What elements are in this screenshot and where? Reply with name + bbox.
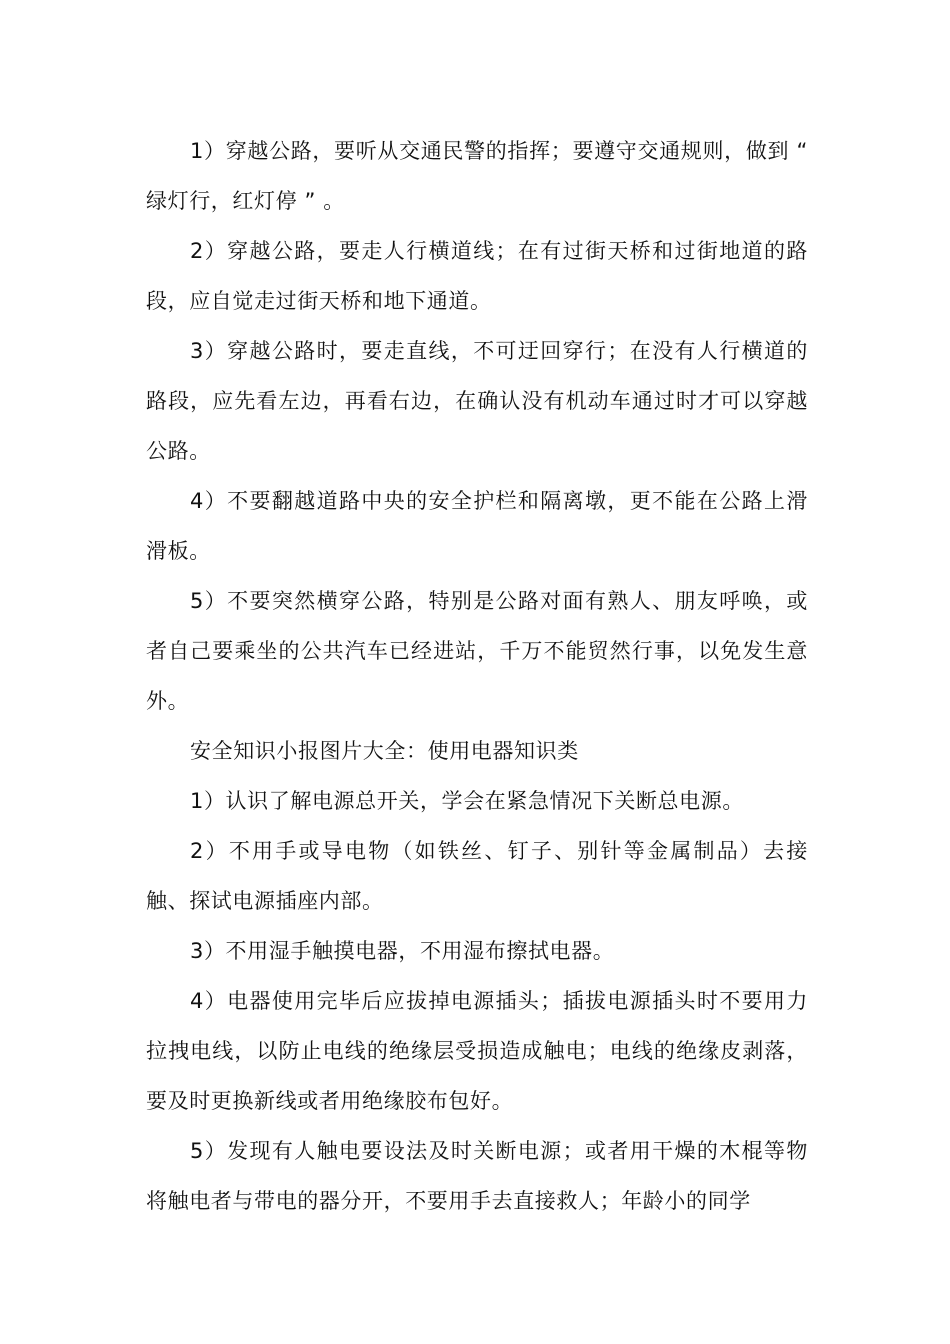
paragraph-traffic-5: 5）不要突然横穿公路，特别是公路对面有熟人、朋友呼唤，或者自己要乘坐的公共汽车已经进站，千万不能贸然行事，以免发生意外。 [146,589,808,713]
paragraph-electrical-5: 5）发现有人触电要设法及时关断电源；或者用干燥的木棍等物将触电者与带电的器分开，不要用手去直接救人；年龄小的同学 [146,1139,808,1213]
paragraph-traffic-4: 4）不要翻越道路中央的安全护栏和隔离墩，更不能在公路上滑滑板。 [146,489,808,563]
section-heading-electrical: 安全知识小报图片大全：使用电器知识类 [190,739,579,763]
paragraph-electrical-2: 2）不用手或导电物（如铁丝、钉子、别针等金属制品）去接触、探试电源插座内部。 [146,839,808,913]
paragraph-electrical-3: 3）不用湿手触摸电器，不用湿布擦拭电器。 [190,939,615,963]
paragraph-electrical-4: 4）电器使用完毕后应拔掉电源插头；插拔电源插头时不要用力拉拽电线，以防止电线的绝缘层受损造成触电；电线的绝缘皮剥落，要及时更换新线或者用绝缘胶布包好。 [146,989,808,1113]
paragraph-traffic-3: 3）穿越公路时，要走直线，不可迂回穿行；在没有人行横道的路段，应先看左边，再看右边，在确认没有机动车通过时才可以穿越公路。 [146,339,808,463]
paragraph-traffic-1: 1）穿越公路，要听从交通民警的指挥；要遵守交通规则，做到 “ 绿灯行，红灯停 ” 。 [146,139,808,213]
paragraph-traffic-2: 2）穿越公路，要走人行横道线；在有过街天桥和过街地道的路段，应自觉走过街天桥和地下通道。 [146,239,808,313]
paragraph-electrical-1: 1）认识了解电源总开关，学会在紧急情况下关断总电源。 [190,789,744,813]
document-body [146,126,808,1226]
